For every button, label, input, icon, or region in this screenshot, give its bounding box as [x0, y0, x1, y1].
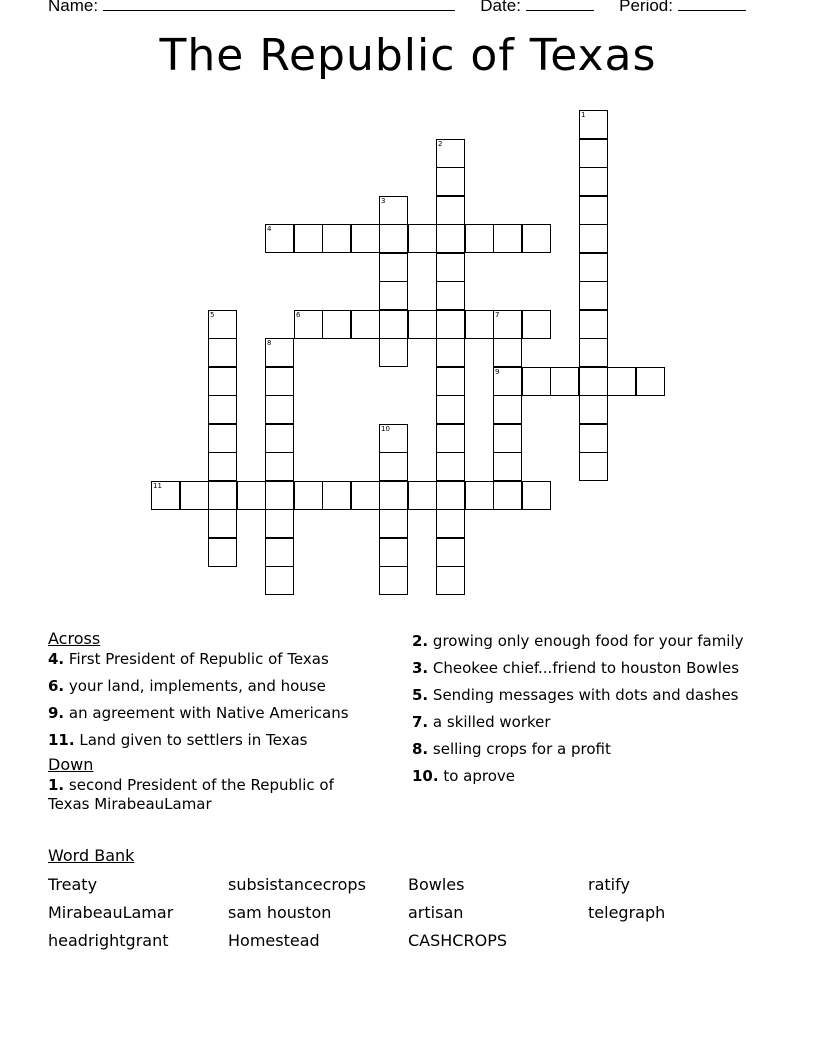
- clue-down-8: 8. selling crops for a profit: [412, 740, 611, 758]
- cell-number: 9: [495, 368, 500, 376]
- clue-down-10: 10. to aprove: [412, 767, 516, 785]
- crossword-cell[interactable]: [579, 367, 608, 396]
- crossword-cell[interactable]: [408, 481, 437, 510]
- crossword-cell[interactable]: [436, 224, 465, 253]
- date-label: Date:: [480, 0, 521, 15]
- crossword-cell[interactable]: [265, 509, 294, 538]
- crossword-cell[interactable]: [436, 310, 465, 339]
- clue-across-6: 6. your land, implements, and house: [48, 677, 326, 695]
- word-bank-item: Homestead: [228, 931, 320, 950]
- word-bank-item: subsistancecrops: [228, 875, 366, 894]
- crossword-cell[interactable]: [493, 452, 522, 481]
- crossword-cell[interactable]: [408, 224, 437, 253]
- word-bank-item: sam houston: [228, 903, 332, 922]
- cell-number: 6: [296, 311, 301, 319]
- crossword-cell[interactable]: [436, 367, 465, 396]
- crossword-cell[interactable]: [265, 424, 294, 453]
- crossword-cell[interactable]: [208, 338, 237, 367]
- clue-across-4: 4. First President of Republic of Texas: [48, 650, 329, 668]
- crossword-cell[interactable]: [579, 167, 608, 196]
- clue-down-5: 5. Sending messages with dots and dashes: [412, 686, 739, 704]
- across-clues: [48, 628, 378, 822]
- crossword-cell[interactable]: [208, 367, 237, 396]
- crossword-cell[interactable]: [294, 224, 323, 253]
- crossword-cell[interactable]: [379, 338, 408, 367]
- cell-number: 7: [495, 311, 500, 319]
- crossword-cell[interactable]: [351, 310, 380, 339]
- crossword-cell[interactable]: [265, 452, 294, 481]
- crossword-cell[interactable]: [379, 509, 408, 538]
- cell-number: 10: [381, 425, 390, 433]
- crossword-cell[interactable]: [607, 367, 636, 396]
- word-bank-item: CASHCROPS: [408, 931, 507, 950]
- crossword-cell[interactable]: [436, 338, 465, 367]
- crossword-cell[interactable]: [208, 481, 237, 510]
- crossword-cell[interactable]: [379, 566, 408, 595]
- crossword-cell[interactable]: [579, 395, 608, 424]
- word-bank-item: ratify: [588, 875, 630, 894]
- crossword-cell[interactable]: [493, 310, 522, 339]
- crossword-cell[interactable]: [237, 481, 266, 510]
- crossword-cell[interactable]: [522, 367, 551, 396]
- crossword-cell[interactable]: [579, 452, 608, 481]
- crossword-cell[interactable]: [493, 481, 522, 510]
- name-label: Name:: [48, 0, 99, 15]
- crossword-cell[interactable]: [579, 224, 608, 253]
- crossword-cell[interactable]: [550, 367, 579, 396]
- page-title: The Republic of Texas: [159, 30, 657, 81]
- crossword-cell[interactable]: [379, 538, 408, 567]
- crossword-cell[interactable]: [579, 110, 608, 139]
- crossword-cell[interactable]: [208, 424, 237, 453]
- crossword-cell[interactable]: [294, 481, 323, 510]
- crossword-cell[interactable]: [493, 224, 522, 253]
- cell-number: 11: [153, 482, 162, 490]
- clue-down-3: 3. Cheokee chief...friend to houston Bowles: [412, 659, 740, 677]
- crossword-cell[interactable]: [493, 424, 522, 453]
- crossword-cell[interactable]: [379, 196, 408, 225]
- crossword-cell[interactable]: [436, 452, 465, 481]
- cell-number: 2: [438, 140, 443, 148]
- crossword-cell[interactable]: [180, 481, 209, 510]
- crossword-cell[interactable]: [379, 424, 408, 453]
- down-clues: [412, 632, 772, 794]
- crossword-cell[interactable]: [579, 196, 608, 225]
- clue-down-2: 2. growing only enough food for your family: [412, 632, 744, 650]
- crossword-cell[interactable]: [522, 310, 551, 339]
- crossword-cell[interactable]: [493, 395, 522, 424]
- crossword-cell[interactable]: [436, 566, 465, 595]
- crossword-cell[interactable]: [436, 139, 465, 168]
- crossword-cell[interactable]: [151, 481, 180, 510]
- crossword-cell[interactable]: [208, 538, 237, 567]
- cell-number: 5: [210, 311, 215, 319]
- word-bank-item: telegraph: [588, 903, 666, 922]
- crossword-cell[interactable]: [636, 367, 665, 396]
- crossword-cell[interactable]: [265, 338, 294, 367]
- crossword-cell[interactable]: [436, 281, 465, 310]
- crossword-cell[interactable]: [379, 224, 408, 253]
- crossword-cell[interactable]: [322, 481, 351, 510]
- crossword-cell[interactable]: [436, 481, 465, 510]
- crossword-cell[interactable]: [579, 139, 608, 168]
- crossword-cell[interactable]: [436, 253, 465, 282]
- clue-down-1: 1. second President of the Republic of Texas MirabeauLamar: [48, 776, 334, 813]
- crossword-cell[interactable]: [322, 310, 351, 339]
- crossword-cell[interactable]: [379, 452, 408, 481]
- crossword-cell[interactable]: [208, 310, 237, 339]
- crossword-cell[interactable]: [208, 395, 237, 424]
- period-label: Period:: [619, 0, 673, 15]
- word-bank-item: MirabeauLamar: [48, 903, 174, 922]
- crossword-cell[interactable]: [265, 566, 294, 595]
- crossword-cell[interactable]: [579, 281, 608, 310]
- crossword-cell[interactable]: [351, 481, 380, 510]
- crossword-cell[interactable]: [465, 224, 494, 253]
- crossword-cell[interactable]: [208, 452, 237, 481]
- cell-number: 1: [581, 111, 586, 119]
- clue-down-7: 7. a skilled worker: [412, 713, 551, 731]
- clue-across-11: 11. Land given to settlers in Texas: [48, 731, 308, 749]
- cell-number: 3: [381, 197, 386, 205]
- word-bank-item: Bowles: [408, 875, 465, 894]
- crossword-cell[interactable]: [379, 310, 408, 339]
- crossword-cell[interactable]: [579, 338, 608, 367]
- crossword-cell[interactable]: [579, 253, 608, 282]
- crossword-cell[interactable]: [436, 167, 465, 196]
- across-title: Across: [48, 629, 101, 648]
- crossword-cell[interactable]: [265, 481, 294, 510]
- crossword-cell[interactable]: [436, 538, 465, 567]
- crossword-cell[interactable]: [436, 395, 465, 424]
- crossword-cell[interactable]: [294, 310, 323, 339]
- crossword-cell[interactable]: [208, 509, 237, 538]
- word-bank-item: Treaty: [48, 875, 98, 894]
- crossword-cell[interactable]: [579, 310, 608, 339]
- crossword-cell[interactable]: [265, 367, 294, 396]
- crossword-cell[interactable]: [351, 224, 380, 253]
- crossword-cell[interactable]: [465, 481, 494, 510]
- crossword-cell[interactable]: [379, 253, 408, 282]
- word-bank-title: Word Bank: [48, 846, 135, 865]
- clue-across-9: 9. an agreement with Native Americans: [48, 704, 349, 722]
- cell-number: 4: [267, 225, 272, 233]
- crossword-cell[interactable]: [379, 481, 408, 510]
- crossword-cell[interactable]: [408, 310, 437, 339]
- word-bank-item: artisan: [408, 903, 464, 922]
- crossword-cell[interactable]: [522, 224, 551, 253]
- down-title: Down: [48, 755, 94, 774]
- crossword-cell[interactable]: [322, 224, 351, 253]
- crossword-cell[interactable]: [579, 424, 608, 453]
- crossword-cell[interactable]: [265, 538, 294, 567]
- crossword-cell[interactable]: [265, 224, 294, 253]
- crossword-cell[interactable]: [436, 509, 465, 538]
- crossword-cell[interactable]: [265, 395, 294, 424]
- cell-number: 8: [267, 339, 272, 347]
- crossword-cell[interactable]: [379, 281, 408, 310]
- word-bank-item: headrightgrant: [48, 931, 169, 950]
- crossword-cell[interactable]: [436, 196, 465, 225]
- crossword-cell[interactable]: [493, 367, 522, 396]
- crossword-cell[interactable]: [465, 310, 494, 339]
- crossword-cell[interactable]: [522, 481, 551, 510]
- crossword-cell[interactable]: [436, 424, 465, 453]
- crossword-cell[interactable]: [493, 338, 522, 367]
